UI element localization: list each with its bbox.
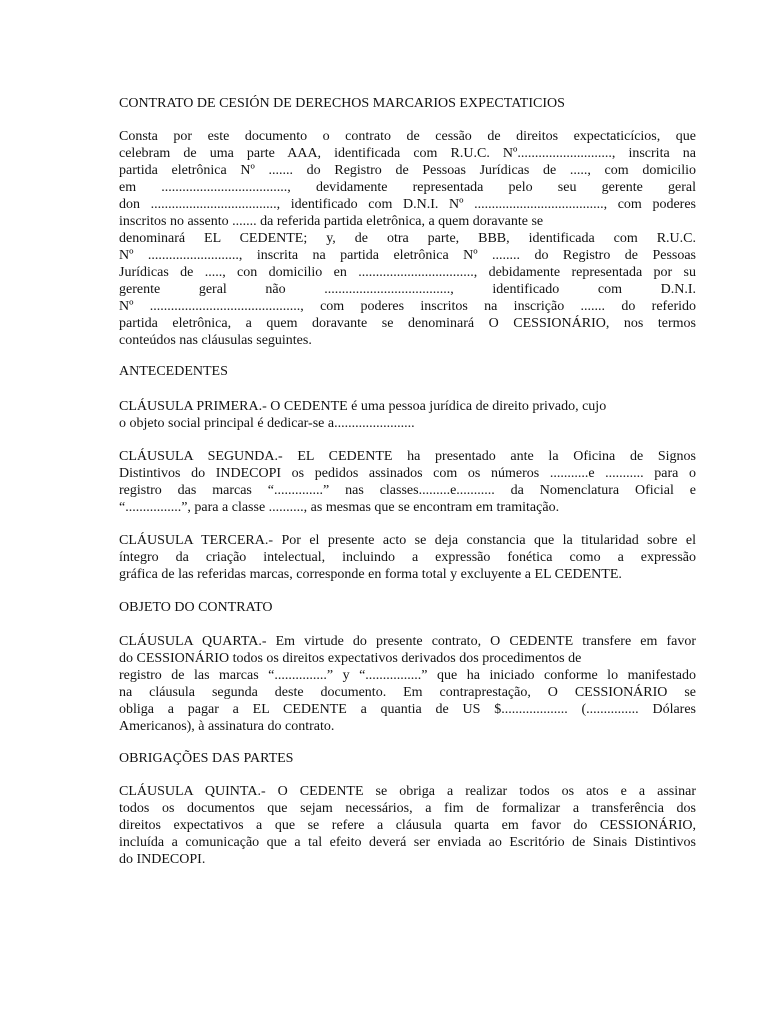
clause-line: CLÁUSULA QUINTA.- O CEDENTE se obriga a realizar todos os atos e a assinar bbox=[119, 784, 696, 799]
intro-line: partida eletrônica Nº ....... do Registro de Pessoas Jurídicas de ....., com domicilio bbox=[119, 163, 696, 178]
intro-line: conteúdos nas cláusulas seguintes. bbox=[119, 333, 312, 348]
clause-line: na cláusula segunda deste documento. Em contraprestação, O CESSIONÁRIO se bbox=[119, 685, 696, 700]
intro-line: Nº ..........................................., com poderes inscritos na inscrição ....... do referido bbox=[119, 299, 696, 314]
clause-line: incluída a comunicação que a tal efeito deverá ser enviada ao Escritório de Sinais Distintivos bbox=[119, 835, 696, 850]
clausula-primera bbox=[119, 398, 696, 432]
intro-line: em ...................................., devidamente representada pelo seu gerente geral bbox=[119, 180, 696, 195]
section-heading: OBJETO DO CONTRATO bbox=[119, 600, 273, 615]
clause-line: Distintivos do INDECOPI os pedidos assinados com os números ...........e ........... para o bbox=[119, 466, 696, 481]
clause-line: o objeto social principal é dedicar-se a....................... bbox=[119, 416, 415, 431]
title-text: CONTRATO DE CESIÓN DE DERECHOS MARCARIOS EXPECTATICIOS bbox=[119, 96, 565, 111]
clause-line: CLÁUSULA PRIMERA.- O CEDENTE é uma pessoa jurídica de direito privado, cujo bbox=[119, 399, 607, 414]
intro-line: Consta por este documento o contrato de cessão de direitos expectaticícios, que bbox=[119, 129, 696, 144]
clause-line: “................”, para a classe .........., as mesmas que se encontram em tramitação. bbox=[119, 500, 560, 515]
clause-line: registro de las marcas “...............” y “................” que ha iniciado conforme lo manifestado bbox=[119, 668, 696, 683]
section-heading: ANTECEDENTES bbox=[119, 364, 228, 379]
clause-line: Americanos), à assinatura do contrato. bbox=[119, 719, 335, 734]
clausula-segunda bbox=[119, 448, 696, 516]
heading-antecedentes bbox=[119, 363, 696, 380]
clause-line: do INDECOPI. bbox=[119, 852, 206, 867]
intro-paragraph bbox=[119, 128, 696, 349]
clausula-tercera bbox=[119, 532, 696, 583]
clause-line: todos os documentos que sejam necessários, a fim de formalizar a transferência dos bbox=[119, 801, 696, 816]
clause-line: CLÁUSULA TERCERA.- Por el presente acto se deja constancia que la titularidad sobre el bbox=[119, 533, 696, 548]
intro-line: celebram de uma parte AAA, identificada com R.U.C. Nº..........................., inscrita na bbox=[119, 146, 696, 161]
clause-line: direitos expectativos a que se refere a cláusula quarta em favor do CESSIONÁRIO, bbox=[119, 818, 696, 833]
clause-line: gráfica de las referidas marcas, corresponde en forma total y excluyente a EL CEDENTE. bbox=[119, 567, 622, 582]
intro-line: partida eletrônica, a quem doravante se denominará O CESSIONÁRIO, nos termos bbox=[119, 316, 696, 331]
intro-line: inscritos no assento ....... da referida partida eletrônica, a quem doravante se bbox=[119, 214, 544, 229]
intro-line: Nº .........................., inscrita na partida eletrônica Nº ........ do Registro de Pessoas bbox=[119, 248, 696, 263]
clause-line: CLÁUSULA QUARTA.- Em virtude do presente contrato, O CEDENTE transfere em favor bbox=[119, 634, 696, 649]
intro-line: gerente geral não ...................................., identificado com D.N.I. bbox=[119, 282, 696, 297]
section-heading: OBRIGAÇÕES DAS PARTES bbox=[119, 751, 294, 766]
document-title bbox=[119, 95, 696, 112]
clausula-cuarta bbox=[119, 633, 696, 735]
clausula-quinta bbox=[119, 783, 696, 868]
intro-line: don ...................................., identificado com D.N.I. Nº ....................................., com poderes bbox=[119, 197, 696, 212]
heading-obrigacoes bbox=[119, 750, 696, 767]
heading-objeto bbox=[119, 599, 696, 616]
clause-line: do CESSIONÁRIO todos os direitos expectativos derivados dos procedimentos de bbox=[119, 651, 582, 666]
clause-line: íntegro da criação intelectual, incluindo a expressão fonética como a expressão bbox=[119, 550, 696, 565]
clause-line: registro das marcas “..............” nas classes.........e........... da Nomenclatura Oficial e bbox=[119, 483, 696, 498]
intro-line: Jurídicas de ....., con domicilio en ................................., debidamente representada por su bbox=[119, 265, 696, 280]
intro-line: denominará EL CEDENTE; y, de otra parte, BBB, identificada com R.U.C. bbox=[119, 231, 696, 246]
clause-line: obliga a pagar a EL CEDENTE a quantia de US $................... (............... Dólares bbox=[119, 702, 696, 717]
clause-line: CLÁUSULA SEGUNDA.- EL CEDENTE ha presentado ante la Oficina de Signos bbox=[119, 449, 696, 464]
